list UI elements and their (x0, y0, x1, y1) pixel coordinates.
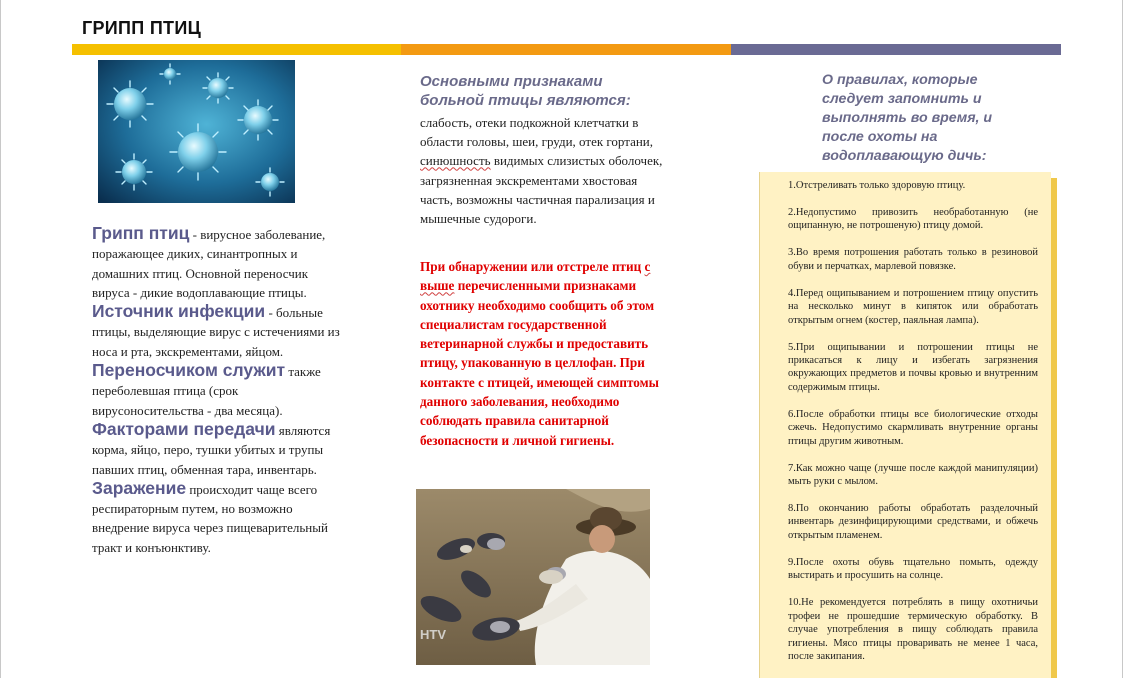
symptoms-text-part2: видимых слизистых оболочек, загрязненная экскрементами хвостовая часть, возможны частичная парализация и мышечные судороги. (420, 153, 663, 227)
intro-column (92, 224, 342, 557)
alert-text-above: с выше (420, 259, 651, 294)
heading-bird-flu: Грипп птиц (92, 223, 190, 243)
heading-infection-source: Источник инфекции (92, 301, 266, 322)
rule-item: 5.При ощипывании и потрошении птицы не прикасаться к лицу и избегать загрязнения окружающих предметов и почвы кровью и внутренним содержимым птицы. (788, 341, 1038, 393)
rule-item: 7.Как можно чаще (лучше после каждой манипуляции) мыть руки с мылом. (788, 462, 1038, 488)
text-carrier: также переболевшая птица (срок вирусоносительства - два месяца). (92, 364, 321, 418)
rule-item: 3.Во время потрошения работать только в резиновой обуви и перчатках, марлевой повязке. (788, 247, 1038, 272)
symptoms-text-part1: слабость, отеки подкожной клетчатки в области головы, шеи, груди, отек гортани, (420, 115, 654, 150)
rule-item: 8.По окончанию работы обработать разделочный инвентарь дезинфицирующими средствами, и обжечь открытым пламенем. (788, 503, 1038, 541)
symptoms-text (420, 113, 665, 228)
page-right-edge (1122, 0, 1123, 678)
hunter-image (416, 489, 650, 665)
intro-para-definition (92, 224, 342, 302)
page-title: ГРИПП ПТИЦ (82, 18, 202, 38)
text-bird-flu: - вирусное заболевание, поражающее диких, синантропных и домашних птиц. Основной переносчик вируса - дикие водоплавающие птицы. (92, 227, 326, 300)
heading-transmission: Факторами передачи (92, 418, 276, 439)
heading-infection: Заражение (92, 477, 187, 498)
intro-para-source (92, 302, 342, 361)
alert-text (420, 257, 672, 450)
rule-item: 6.После обработки птицы все биологические отходы сжечь. Недопустимо скармливать внутренние органы птицы другим животным. (788, 408, 1038, 447)
rule-item: 9.После охоты обувь тщательно помыть, одежду выстирать и просушить на солнце. (788, 556, 1038, 582)
header-stripe-yellow (72, 44, 401, 55)
page-left-edge (0, 0, 1, 678)
header-stripe-orange (401, 44, 731, 55)
intro-para-infection (92, 479, 342, 557)
rules-list (788, 179, 1038, 677)
svg-text:HTV: HTV (420, 627, 446, 642)
alert-text-part2: перечисленными признаками охотнику необходимо сообщить об этом специалистам государственной ветеринарной службы и предоставить птицу, упакованную в целлофан. При контакте с птицей, имеющей симптомы данного заболевания, необходимо соблюдать правила санитарной безопасности и личной гигиены. (420, 278, 659, 448)
text-infection-source: - больные птицы, выделяющие вирус с истечениями из носа и рта, экскрементами, яйцом. (92, 305, 340, 359)
rule-item: 4.Перед ощипыванием и потрошением птицу опустить на несколько минут в кипяток или обработать открытым огнем (костер, паяльная лампа). (788, 287, 1038, 326)
intro-para-carrier (92, 361, 342, 420)
text-transmission: являются корма, яйцо, перо, тушки убитых и трупы павших птиц, обменная тара, инвентарь. (92, 422, 331, 477)
heading-carrier: Переносчиком служит (92, 360, 286, 381)
alert-text-part1: При обнаружении или отстреле птиц (420, 259, 645, 274)
symptoms-heading: Основными признаками больной птицы являются: (420, 73, 631, 109)
intro-para-transmission (92, 420, 342, 479)
symptoms-text-cyanosis: синюшность (420, 153, 491, 169)
virus-image (98, 60, 295, 203)
rules-heading: О правилах, которые следует запомнить и выполнять во время, и после охоты на водоплавающую дичь: (822, 72, 993, 164)
rule-item: 10.Не рекомендуется потреблять в пищу охотничьи трофеи не прошедшие термическую обработку. В случае употребления в пищу соблюдать правила гигиены. Мясо птицы проваривать не менее 1 часа, после закипания. (788, 597, 1038, 662)
header-stripe-slate (731, 44, 1061, 55)
text-infection: происходит чаще всего респираторным путем, но возможно внедрение вируса через пищеварительный тракт и конъюнктиву. (92, 481, 328, 555)
rule-item: 1.Отстреливать только здоровую птицу. (788, 180, 966, 191)
rule-item: 2.Недопустимо привозить необработанную (не ощипанную, не потрошеную) птицу домой. (788, 207, 1038, 232)
